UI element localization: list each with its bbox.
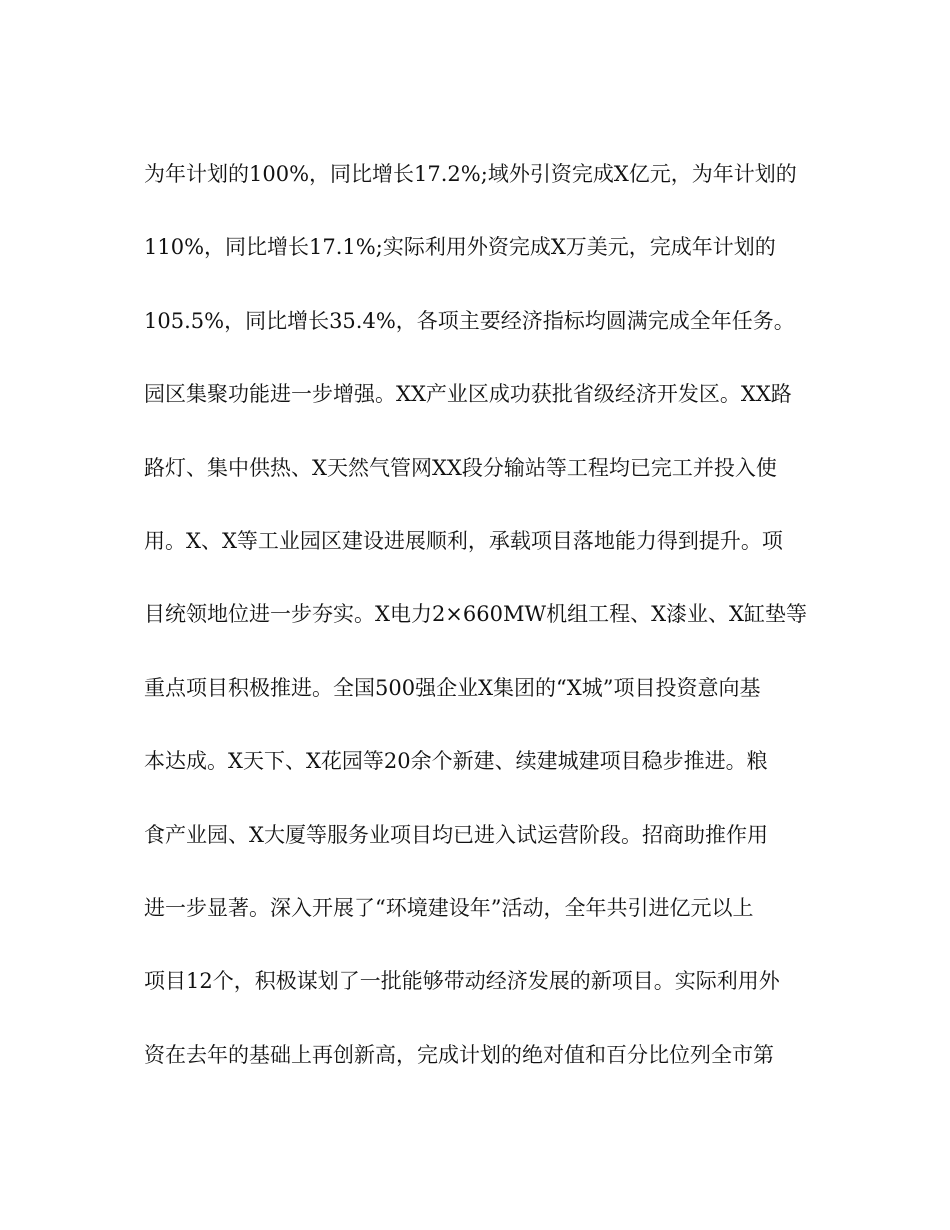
body-text — [144, 138, 824, 1092]
text-line-2: 110%，同比增长17.1%;实际利用外资完成X万美元，完成年计划的 — [144, 235, 776, 260]
text-line-6: 用。X、X等工业园区建设进展顺利，承载项目落地能力得到提升。项 — [144, 528, 783, 553]
text-line-11: 进一步显著。深入开展了“环境建设年”活动，全年共引进亿元以上 — [144, 895, 754, 920]
text-line-12: 项目12个，积极谋划了一批能够带动经济发展的新项目。实际利用外 — [144, 969, 780, 994]
text-line-13: 资在去年的基础上再创新高，完成计划的绝对值和百分比位列全市第 — [144, 1042, 774, 1067]
text-line-5: 路灯、集中供热、X天然气管网XX段分输站等工程均已完工并投入使 — [144, 455, 777, 480]
text-line-10: 食产业园、X大厦等服务业项目均已进入试运营阶段。招商助推作用 — [144, 822, 768, 847]
text-line-4: 园区集聚功能进一步增强。XX产业区成功获批省级经济开发区。XX路 — [144, 382, 792, 407]
text-line-3: 105.5%，同比增长35.4%，各项主要经济指标均圆满完成全年任务。 — [144, 308, 795, 333]
text-line-8: 重点项目积极推进。全国500强企业X集团的“X城”项目投资意向基 — [144, 675, 761, 700]
text-line-7: 目统领地位进一步夯实。X电力2×660MW机组工程、X漆业、X缸垫等 — [144, 602, 807, 627]
text-line-9: 本达成。X天下、X花园等20余个新建、续建城建项目稳步推进。粮 — [144, 749, 768, 774]
text-line-1: 为年计划的100%，同比增长17.2%;域外引资完成X亿元，为年计划的 — [144, 162, 797, 186]
